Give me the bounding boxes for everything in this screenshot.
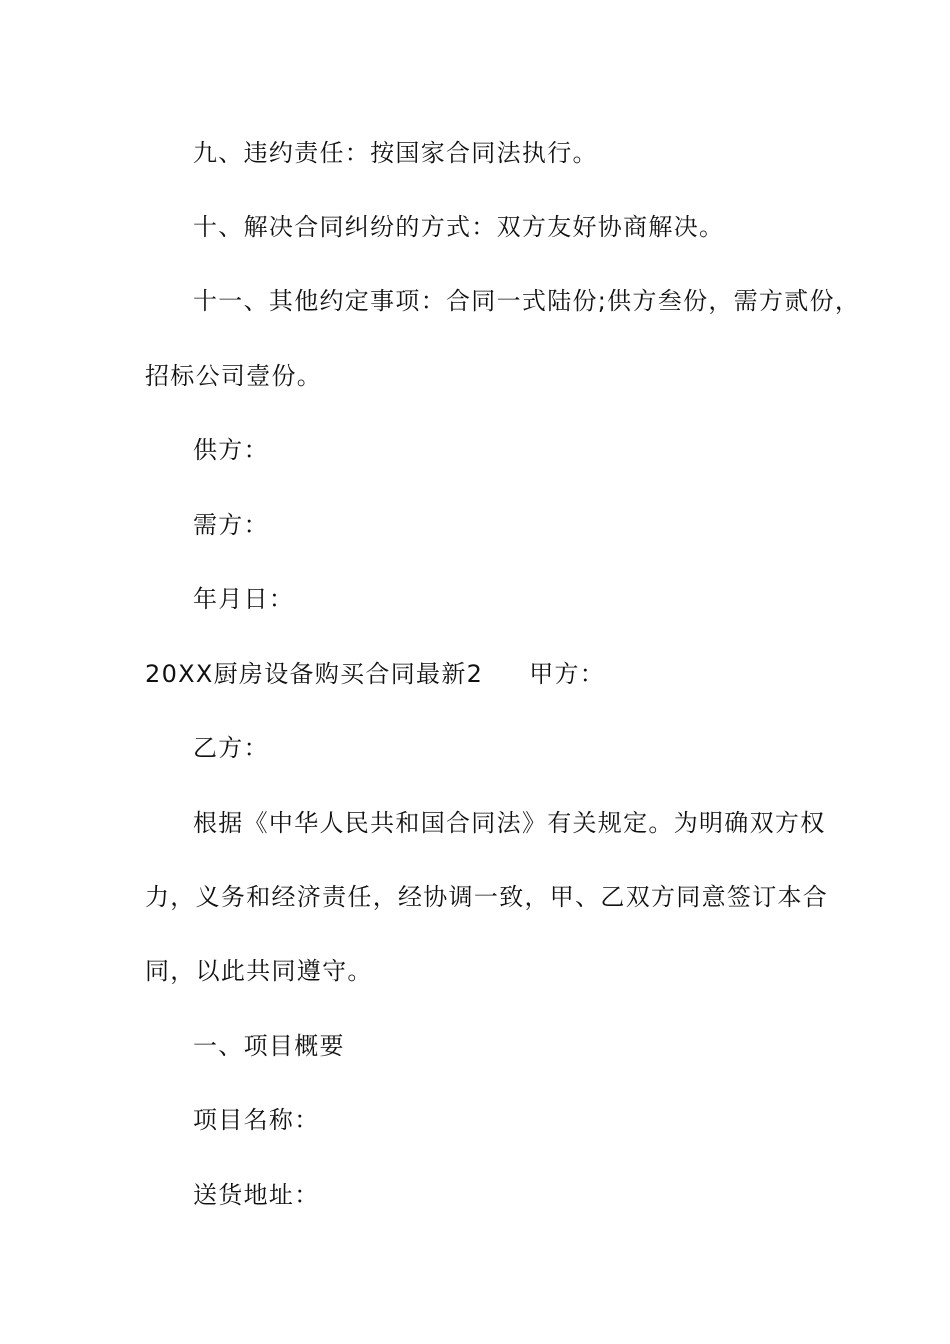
contract-title-line bbox=[145, 659, 605, 689]
clause-nine: 九、违约责任：按国家合同法执行。 bbox=[193, 139, 598, 167]
date-label: 年月日： bbox=[193, 585, 295, 613]
preamble-line-2: 力，义务和经济责任，经协调一致，甲、乙双方同意签订本合 bbox=[145, 883, 829, 911]
project-name-label: 项目名称： bbox=[193, 1106, 320, 1134]
preamble-line-3: 同，以此共同遵守。 bbox=[145, 957, 373, 985]
supplier-label: 供方： bbox=[193, 436, 269, 464]
party-b-label: 乙方： bbox=[193, 734, 269, 762]
preamble-line-1: 根据《中华人民共和国合同法》有关规定。为明确双方权 bbox=[193, 809, 826, 837]
clause-eleven: 十一、其他约定事项：合同一式陆份;供方叁份，需方贰份， bbox=[193, 287, 861, 315]
clause-ten: 十、解决合同纠纷的方式：双方友好协商解决。 bbox=[193, 213, 725, 241]
buyer-label: 需方： bbox=[193, 511, 269, 539]
section-one-heading: 一、项目概要 bbox=[193, 1032, 345, 1060]
party-a-label: 甲方： bbox=[529, 660, 606, 688]
clause-eleven-continued: 招标公司壹份。 bbox=[145, 362, 323, 390]
contract-title: 20XX厨房设备购买合同最新2 bbox=[145, 660, 484, 688]
delivery-address-label: 送货地址： bbox=[193, 1181, 320, 1209]
